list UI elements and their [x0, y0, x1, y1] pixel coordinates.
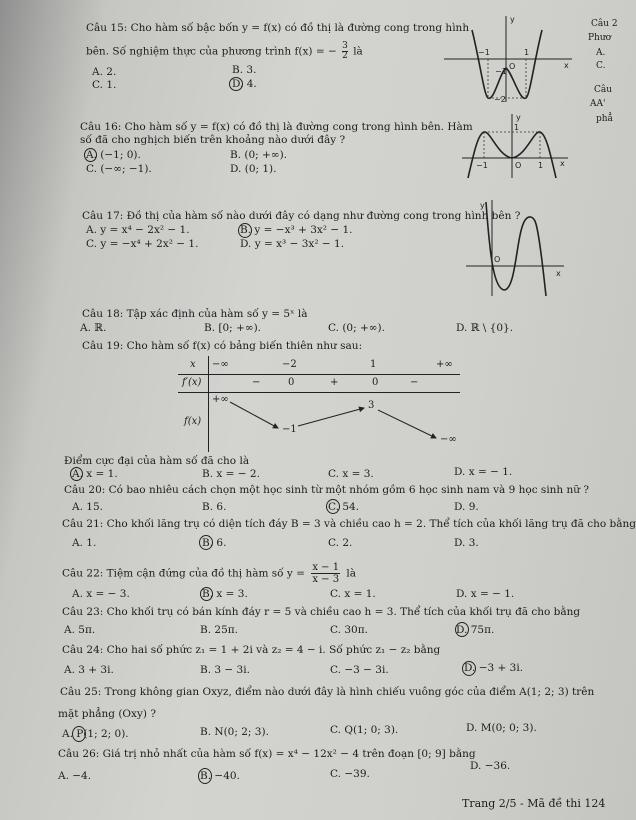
- margin-text-1: Câu 2: [591, 19, 618, 29]
- q17-x-label: x: [556, 269, 561, 278]
- q16-option-b: B. (0; +∞).: [230, 149, 288, 161]
- q20-option-c: C. 54.: [328, 501, 360, 513]
- q17-graph: [464, 198, 568, 298]
- table-x-val-4: +∞: [436, 359, 453, 370]
- table-sign-5: −: [410, 377, 419, 388]
- q23-stem: Câu 23: Cho khối trụ có bán kính đáy r = 5 và chiều cao h = 3. Thể tích của khối trụ đã cho bằng: [62, 606, 581, 618]
- q15-tick-neg1: −1: [478, 48, 490, 57]
- q25-option-c: C. Q(1; 0; 3).: [330, 724, 399, 736]
- q17-answer-mark: [238, 223, 252, 238]
- q15-stem-line2: [86, 42, 363, 61]
- table-f-val-2: −1: [282, 424, 297, 435]
- q16-y-label: y: [516, 113, 521, 122]
- q15-fraction: [342, 42, 348, 61]
- q26-stem: Câu 26: Giá trị nhỏ nhất của hàm số f(x) = x⁴ − 12x² − 4 trên đoạn [0; 9] bằng: [58, 748, 476, 760]
- q25-stem-line2: mặt phẳng (Oxy) ?: [58, 708, 156, 720]
- q15-tick-ymin1: −1: [495, 67, 507, 76]
- margin-text-2: Phươ: [588, 33, 612, 43]
- q15-option-a: A. 2.: [92, 66, 117, 78]
- margin-text-4: C.: [596, 61, 606, 71]
- table-sign-2: 0: [288, 377, 295, 388]
- q19-variation-table: [178, 356, 460, 452]
- q22-frac-den: x − 3: [312, 574, 340, 585]
- q25-option-b: B. N(0; 2; 3).: [200, 726, 269, 738]
- table-f-label: f(x): [184, 416, 202, 427]
- q16-option-c: C. (−∞; −1).: [86, 163, 152, 175]
- q20-answer-mark: [326, 499, 340, 514]
- q16-tick-pos1: 1: [538, 161, 544, 170]
- q19-after-text: Điểm cực đại của hàm số đã cho là: [64, 455, 250, 467]
- q26-option-c: C. −39.: [330, 768, 370, 780]
- q22-stem-tail: là: [346, 567, 357, 580]
- q17-y-label: y: [480, 201, 485, 210]
- table-variation-arrows: [178, 356, 460, 452]
- q26-option-a: A. −4.: [58, 770, 92, 782]
- q18-option-d: D. ℝ \ {0}.: [456, 322, 514, 334]
- q19-answer-mark: [70, 467, 83, 481]
- q25-option-d: D. M(0; 0; 3).: [466, 722, 537, 734]
- q19-option-d: D. x = − 1.: [454, 466, 513, 478]
- q23-option-d: D. 75π.: [456, 624, 495, 636]
- q17-origin: O: [494, 255, 501, 264]
- table-x-val-3: 1: [370, 359, 377, 370]
- q16-option-a: A. (−1; 0).: [86, 149, 141, 161]
- margin-text-7: phẳ: [596, 114, 613, 124]
- q17-option-a: A. y = x⁴ − 2x² − 1.: [86, 224, 190, 236]
- q24-option-d: D. −3 + 3i.: [464, 662, 524, 674]
- q15-curve: [472, 30, 542, 98]
- q22-stem-text: Câu 22: Tiệm cận đứng của đồ thị hàm số y =: [62, 567, 305, 580]
- q17-option-b: B. y = −x³ + 3x² − 1.: [240, 224, 353, 236]
- q16-origin: O: [515, 161, 522, 170]
- q15-frac-num: 3: [342, 41, 348, 51]
- q15-stem-line2-tail: là: [353, 45, 363, 58]
- q24-option-a: A. 3 + 3i.: [64, 664, 114, 676]
- q20-option-b: B. 6.: [202, 501, 227, 513]
- q15-option-d: D. 4.: [232, 78, 257, 90]
- q18-option-c: C. (0; +∞).: [328, 322, 385, 334]
- q24-answer-mark: [462, 661, 476, 676]
- q22-stem: [62, 562, 356, 585]
- q17-stem: Câu 17: Đồ thị của hàm số nào dưới đây có dạng như đường cong trong hình bên ?: [82, 210, 521, 222]
- q22-option-b: B. x = 3.: [202, 588, 248, 600]
- q25-option-a: A. P(1; 2; 0).: [62, 728, 129, 740]
- table-sign-4: 0: [372, 377, 379, 388]
- q16-x-label: x: [560, 159, 565, 168]
- q19-option-a: A. x = 1.: [72, 468, 118, 480]
- q16-graph: [460, 112, 572, 180]
- q21-option-d: D. 3.: [454, 537, 479, 549]
- q16-stem-line2: số đã cho nghịch biến trên khoảng nào dưới đây ?: [80, 134, 346, 146]
- margin-text-3: A.: [596, 48, 606, 58]
- table-x-val-2: −2: [282, 359, 297, 370]
- q22-option-a: A. x = − 3.: [72, 588, 130, 600]
- q22-option-d: D. x = − 1.: [456, 588, 515, 600]
- q16-answer-mark: [84, 148, 97, 162]
- q16-option-d: D. (0; 1).: [230, 163, 277, 175]
- q24-stem: Câu 24: Cho hai số phức z₁ = 1 + 2i và z₂ = 4 − i. Số phức z₁ − z₂ bằng: [62, 644, 441, 656]
- margin-text-5: Câu: [594, 85, 613, 95]
- q22-frac-num: x − 1: [312, 562, 340, 573]
- q18-stem: Câu 18: Tập xác định của hàm số y = 5ˣ là: [82, 308, 308, 320]
- q21-option-c: C. 2.: [328, 537, 353, 549]
- table-x-val-1: −∞: [212, 359, 229, 370]
- margin-text-6: AA': [590, 99, 606, 109]
- q15-origin: O: [509, 62, 516, 71]
- q15-stem-line1: Câu 15: Cho hàm số bậc bốn y = f(x) có đồ thị là đường cong trong hình: [86, 22, 470, 34]
- q21-stem: Câu 21: Cho khối lăng trụ có diện tích đáy B = 3 và chiều cao h = 2. Thể tích của khối lăng trụ đã cho bằng: [62, 518, 636, 530]
- q18-option-a: A. ℝ.: [80, 322, 107, 334]
- q19-option-b: B. x = − 2.: [202, 468, 260, 480]
- q21-option-a: A. 1.: [72, 537, 97, 549]
- q21-answer-mark: [199, 535, 213, 550]
- q20-stem: Câu 20: Có bao nhiêu cách chọn một học sinh từ một nhóm gồm 6 học sinh nam và 9 học sinh nữ ?: [64, 484, 590, 496]
- q20-option-a: A. 15.: [72, 501, 103, 513]
- q25-answer-mark: [72, 726, 86, 742]
- q22-option-c: C. x = 1.: [330, 588, 376, 600]
- q15-frac-den: 2: [342, 51, 348, 61]
- q17-option-c: C. y = −x⁴ + 2x² − 1.: [86, 238, 199, 250]
- q26-option-b: B. −40.: [200, 770, 240, 782]
- q15-tick-pos1: 1: [524, 48, 530, 57]
- table-f-val-3: 3: [368, 400, 375, 411]
- q16-tick-y1: 1: [514, 123, 520, 132]
- q25-stem-line1: Câu 25: Trong không gian Oxyz, điểm nào dưới đây là hình chiếu vuông góc của điểm A(1; 2; 3) trên: [60, 686, 595, 698]
- q15-option-b: B. 3.: [232, 64, 257, 76]
- q15-stem-line2-text: bên. Số nghiệm thực của phương trình f(x) = −: [86, 45, 337, 58]
- q15-x-label: x: [564, 61, 569, 70]
- q22-answer-mark: [200, 587, 213, 601]
- q15-y-label: y: [510, 15, 515, 24]
- q22-fraction: [311, 562, 340, 585]
- q19-stem: Câu 19: Cho hàm số f(x) có bảng biến thiên như sau:: [82, 340, 363, 352]
- q23-option-b: B. 25π.: [200, 624, 238, 636]
- q15-graph: [440, 12, 580, 104]
- q16-stem-line1: Câu 16: Cho hàm số y = f(x) có đồ thị là đường cong trong hình bên. Hàm: [80, 121, 473, 133]
- table-sign-3: +: [330, 377, 339, 388]
- q19-option-c: C. x = 3.: [328, 468, 374, 480]
- q15-tick-ymin2: −2: [494, 95, 506, 104]
- q21-option-b: B. 6.: [202, 537, 227, 549]
- table-f-val-1: +∞: [212, 394, 229, 405]
- q23-answer-mark: [455, 622, 469, 637]
- q26-answer-mark: [198, 768, 212, 784]
- q24-option-c: C. −3 − 3i.: [330, 664, 389, 676]
- table-x-label: x: [190, 359, 196, 370]
- q23-option-c: C. 30π.: [330, 624, 368, 636]
- q15-answer-mark: [229, 77, 243, 91]
- q26-option-d: D. −36.: [470, 760, 511, 772]
- q23-option-a: A. 5π.: [64, 624, 96, 636]
- q15-option-c: C. 1.: [92, 79, 117, 91]
- table-fprime-label: f′(x): [182, 377, 202, 388]
- q20-option-d: D. 9.: [454, 501, 479, 513]
- q24-option-b: B. 3 − 3i.: [200, 664, 250, 676]
- table-sign-1: −: [252, 377, 261, 388]
- q17-option-d: D. y = x³ − 3x² − 1.: [240, 238, 345, 250]
- page-footer: Trang 2/5 - Mã đề thi 124: [462, 797, 606, 810]
- q17-curve: [486, 202, 546, 296]
- q16-tick-neg1: −1: [476, 161, 488, 170]
- q18-option-b: B. [0; +∞).: [204, 322, 262, 334]
- table-f-val-4: −∞: [440, 434, 457, 445]
